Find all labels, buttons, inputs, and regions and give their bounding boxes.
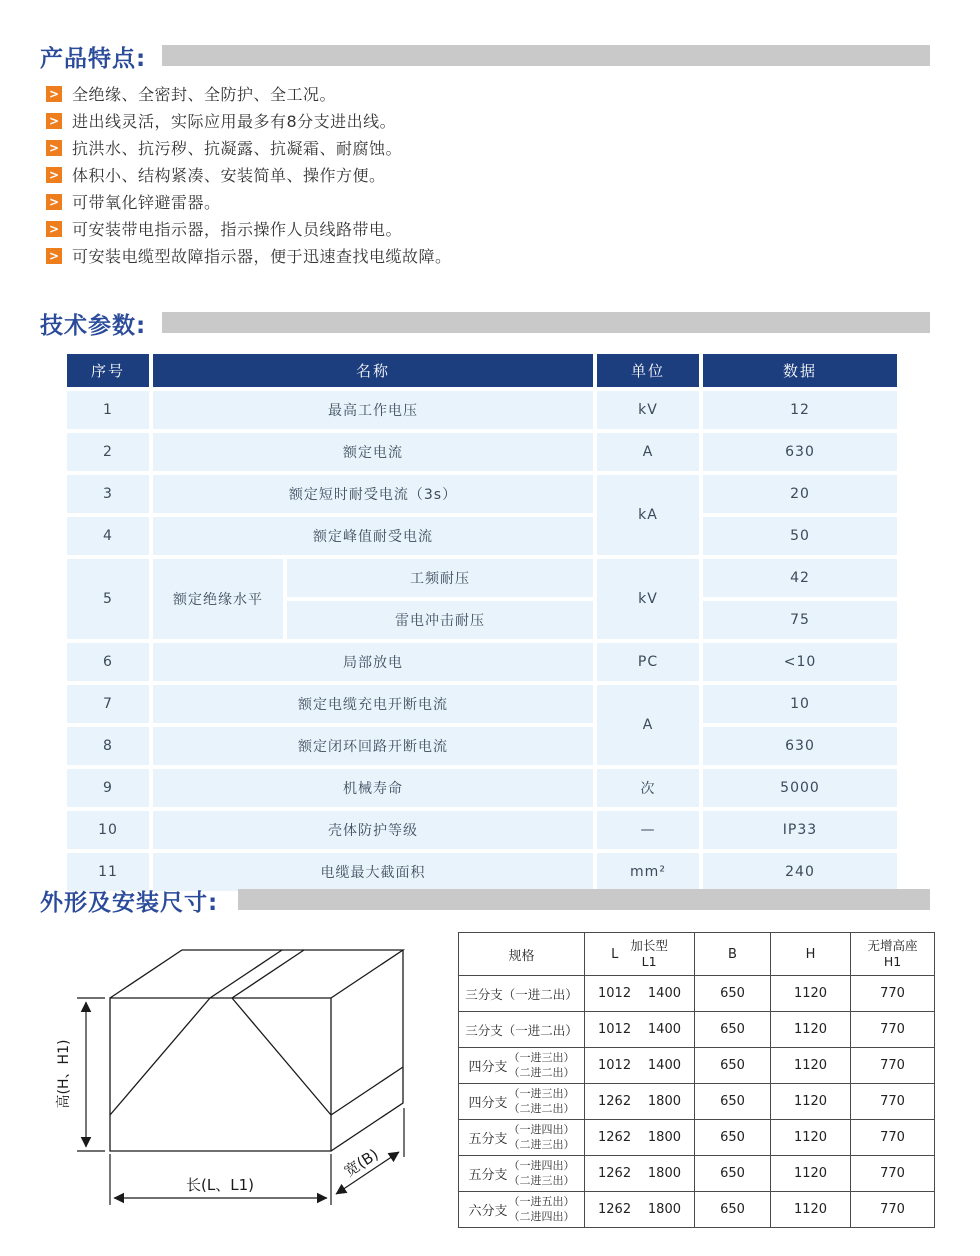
param-value: 50 [703,517,897,555]
dims-col-h1 [851,933,935,976]
param-row [67,643,897,681]
param-row [67,475,897,513]
param-name: 额定峰值耐受电流 [153,517,593,555]
dims-col-b: B [695,933,771,976]
param-value: 10 [703,685,897,723]
dims-row [459,1048,935,1084]
param-unit: 次 [597,769,699,807]
param-value: 630 [703,727,897,765]
dims-row [459,1012,935,1048]
param-no: 1 [67,391,149,429]
param-unit: mm² [597,853,699,891]
param-value: 42 [703,559,897,597]
feature-item [46,138,746,157]
feature-item [46,246,746,265]
feature-text: 可带氧化锌避雷器。 [72,193,221,212]
h-cell: 1120 [771,1192,851,1228]
param-row [67,433,897,471]
param-unit: kV [597,391,699,429]
param-no: 2 [67,433,149,471]
dimensions-table [458,932,935,1228]
h1-cell: 770 [851,1120,935,1156]
param-value: IP33 [703,811,897,849]
no-riser-label: 无增高座 [867,938,918,954]
h-cell: 1120 [771,1156,851,1192]
param-value: 12 [703,391,897,429]
box-outline [110,950,403,1151]
param-no: 11 [67,853,149,891]
b-cell: 650 [695,1012,771,1048]
feature-item [46,192,746,211]
dims-col-h: H [771,933,851,976]
length-cell: 1262 1800 [585,1120,695,1156]
h1-cell: 770 [851,1156,935,1192]
param-unit-merged: kV [597,559,699,639]
extended-l1-label: L1 [641,954,657,969]
params-title-bar [162,312,930,333]
param-name: 局部放电 [153,643,593,681]
b-cell: 650 [695,1048,771,1084]
length-cell: 1262 1800 [585,1156,695,1192]
arrow-bullet-icon: > [46,86,62,102]
feature-item [46,84,746,103]
h-cell: 1120 [771,1048,851,1084]
col-header-unit: 单位 [597,354,699,387]
param-unit-merged: kA [597,475,699,555]
param-row [67,517,897,555]
param-subname: 工频耐压 [287,559,593,597]
dims-row [459,1192,935,1228]
param-row [67,685,897,723]
feature-text: 可安装带电指示器，指示操作人员线路带电。 [72,220,403,239]
spec-cell: 五分支 （一进四出） （二进三出） [459,1120,585,1156]
param-row [67,559,897,597]
feature-text: 可安装电缆型故障指示器，便于迅速查找电缆故障。 [72,247,452,266]
col-header-name: 名称 [153,354,593,387]
h1-cell: 770 [851,1048,935,1084]
features-title-bar [162,45,930,66]
param-group: 额定绝缘水平 [153,559,283,639]
arrow-bullet-icon: > [46,140,62,156]
param-no: 9 [67,769,149,807]
length-cell: 1262 1800 [585,1084,695,1120]
length-cell: 1262 1800 [585,1192,695,1228]
param-no: 5 [67,559,149,639]
arrow-bullet-icon: > [46,194,62,210]
param-name: 额定电缆充电开断电流 [153,685,593,723]
arrow-bullet-icon: > [46,167,62,183]
col-header-no: 序号 [67,354,149,387]
param-name: 机械寿命 [153,769,593,807]
param-value: 5000 [703,769,897,807]
param-row [67,811,897,849]
param-unit-merged: A [597,685,699,765]
dim-height-label: 高(H、H1) [56,1039,72,1109]
arrow-bullet-icon: > [46,113,62,129]
dim-length-label: 长(L、L1) [186,1176,254,1194]
h1-label: H1 [883,954,902,969]
param-no: 3 [67,475,149,513]
param-value: 75 [703,601,897,639]
dimensions-title: 外形及安装尺寸: [40,890,219,916]
param-no: 7 [67,685,149,723]
param-header-row [67,354,897,387]
feature-item [46,219,746,238]
spec-cell: 四分支 （一进三出） （二进二出） [459,1084,585,1120]
h1-cell: 770 [851,1192,935,1228]
feature-item [46,165,746,184]
b-cell: 650 [695,1120,771,1156]
h1-cell: 770 [851,1084,935,1120]
spec-cell: 三分支（一进二出） [459,976,585,1012]
product-features-title: 产品特点: [40,46,147,72]
length-cell: 1012 1400 [585,976,695,1012]
h1-cell: 770 [851,976,935,1012]
spec-cell: 五分支 （一进四出） （二进三出） [459,1156,585,1192]
param-name: 电缆最大截面积 [153,853,593,891]
feature-text: 全绝缘、全密封、全防护、全工况。 [72,85,337,104]
param-name: 额定电流 [153,433,593,471]
param-row [67,769,897,807]
param-no: 4 [67,517,149,555]
tech-params-title: 技术参数: [40,313,147,339]
dims-col-spec: 规格 [459,933,585,976]
param-name: 最高工作电压 [153,391,593,429]
param-name: 额定闭环回路开断电流 [153,727,593,765]
b-cell: 650 [695,1192,771,1228]
param-value: 20 [703,475,897,513]
param-unit: PC [597,643,699,681]
param-subname: 雷电冲击耐压 [287,601,593,639]
param-unit: — [597,811,699,849]
parameters-table [63,350,901,895]
b-cell: 650 [695,976,771,1012]
dim-width-label: 宽(B) [340,1145,382,1181]
dims-header-row [459,933,935,976]
h-cell: 1120 [771,1012,851,1048]
length-cell: 1012 1400 [585,1048,695,1084]
spec-cell: 六分支 （一进五出） （二进四出） [459,1192,585,1228]
param-value: 240 [703,853,897,891]
feature-text: 进出线灵活，实际应用最多有8分支进出线。 [72,112,397,131]
dims-row [459,976,935,1012]
h-cell: 1120 [771,1084,851,1120]
dims-row [459,1084,935,1120]
h-cell: 1120 [771,1120,851,1156]
param-value: <10 [703,643,897,681]
arrow-bullet-icon: > [46,248,62,264]
feature-text: 体积小、结构紧凑、安装简单、操作方便。 [72,166,386,185]
param-value: 630 [703,433,897,471]
param-row [67,727,897,765]
param-no: 8 [67,727,149,765]
length-label: L [611,946,619,962]
dims-row [459,1156,935,1192]
length-cell: 1012 1400 [585,1012,695,1048]
extended-label: 加长型 [630,938,668,954]
dimension-diagram [55,933,455,1245]
dims-col-length [585,933,695,976]
feature-list [46,84,746,273]
feature-text: 抗洪水、抗污秽、抗凝露、抗凝霜、耐腐蚀。 [72,139,403,158]
param-name: 额定短时耐受电流（3s） [153,475,593,513]
param-row [67,391,897,429]
param-no: 6 [67,643,149,681]
param-name: 壳体防护等级 [153,811,593,849]
spec-cell: 三分支（一进二出） [459,1012,585,1048]
h1-cell: 770 [851,1012,935,1048]
arrow-bullet-icon: > [46,221,62,237]
spec-cell: 四分支 （一进三出） （二进二出） [459,1048,585,1084]
dimensions-title-bar [238,889,930,910]
col-header-value: 数据 [703,354,897,387]
b-cell: 650 [695,1084,771,1120]
param-no: 10 [67,811,149,849]
dims-row [459,1120,935,1156]
b-cell: 650 [695,1156,771,1192]
param-unit: A [597,433,699,471]
h-cell: 1120 [771,976,851,1012]
feature-item [46,111,746,130]
